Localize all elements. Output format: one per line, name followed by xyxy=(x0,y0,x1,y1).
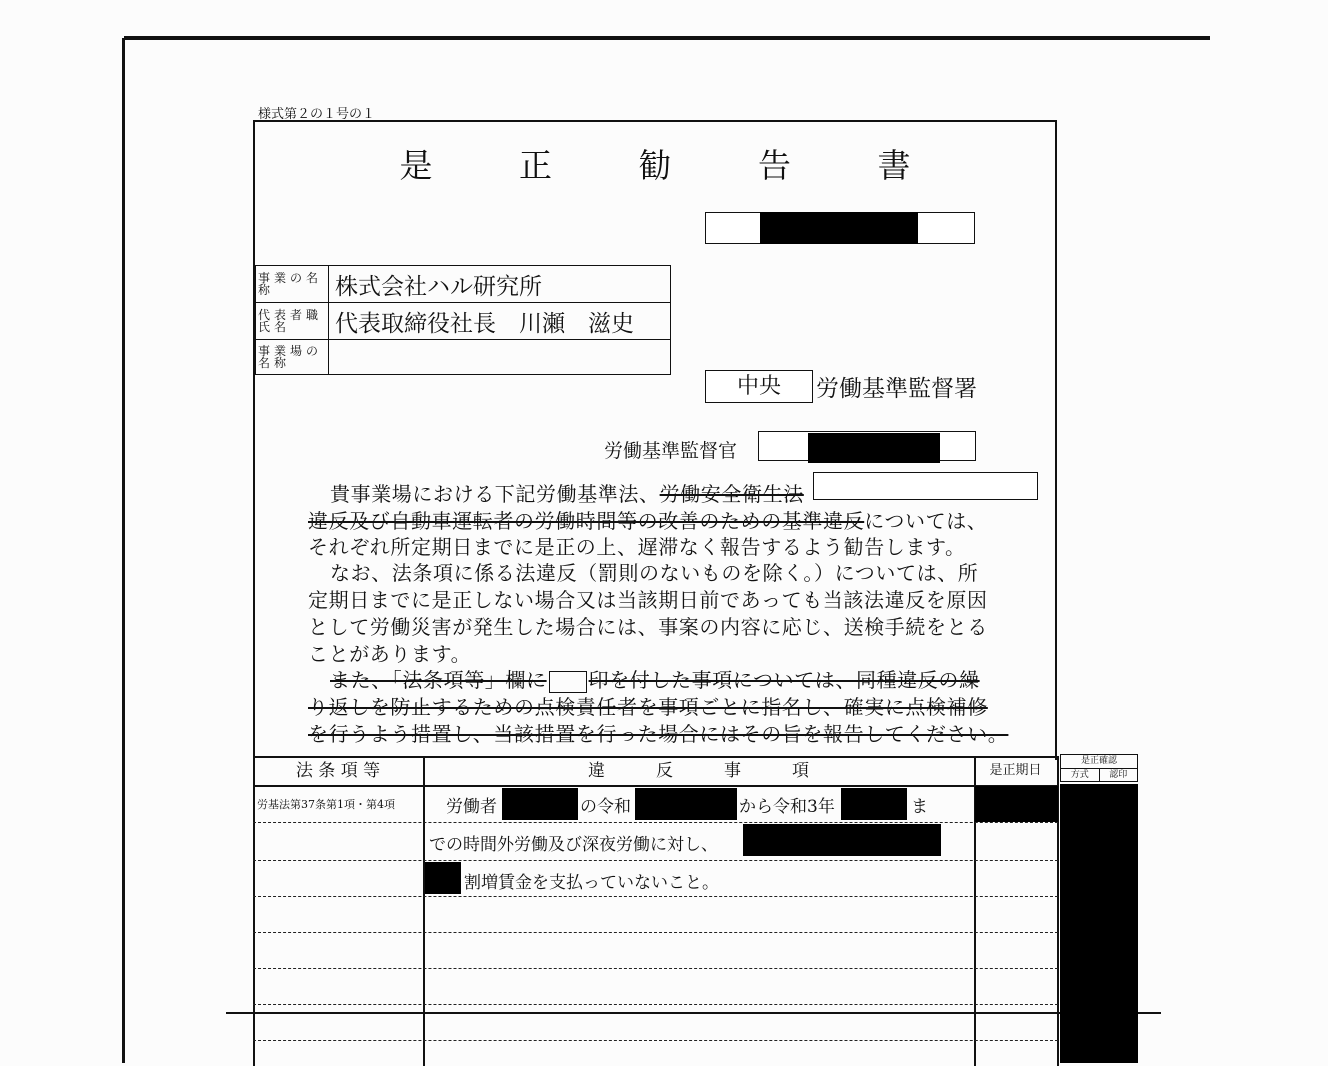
body-line-4: なお、法条項に係る法違反（罰則のないものを除く。）については、所 xyxy=(330,561,979,585)
redaction xyxy=(808,433,940,463)
body-text-segment: については、 xyxy=(864,509,988,533)
struck-text: 印を付した事項については、同種違反の繰 xyxy=(588,668,980,692)
correction-confirm-header xyxy=(1060,754,1138,782)
table-row-line xyxy=(253,932,1058,933)
column-header-violation: 違 反 事 項 xyxy=(588,761,809,781)
representative-value: 代表取締役社長 川瀬 滋史 xyxy=(329,303,671,340)
top-border-line xyxy=(124,36,1210,40)
checkbox-mark xyxy=(549,671,587,693)
struck-text: 違反及び自動車運転者の労働時間等の改善のための基準違反 xyxy=(308,509,865,533)
redaction xyxy=(502,788,578,820)
row1-text-c: から令和3年 xyxy=(739,797,835,817)
redaction xyxy=(635,788,737,820)
redaction xyxy=(1060,784,1138,1063)
office-region-box: 中央 xyxy=(705,370,813,403)
table-row-line xyxy=(253,1004,1058,1005)
row2-text: での時間外労働及び深夜労働に対し、 xyxy=(429,835,718,855)
left-border-line xyxy=(122,38,125,1063)
body-line-3: それぞれ所定期日までに是正の上、遅滞なく報告するよう勧告します。 xyxy=(308,535,966,559)
site-name-label: 事業場の名称 xyxy=(256,340,329,375)
representative-label: 代表者職氏名 xyxy=(256,303,329,340)
struck-text: 労働安全衛生法 xyxy=(659,482,804,506)
inspector-label: 労働基準監督官 xyxy=(604,440,738,462)
business-info-table xyxy=(255,265,671,375)
office-name: 労働基準監督署 xyxy=(816,376,977,402)
row1-text-d: ま xyxy=(911,797,928,817)
redaction xyxy=(760,212,918,244)
body-line-8 xyxy=(330,664,980,693)
table-row-line xyxy=(253,896,1058,897)
redaction xyxy=(975,786,1058,822)
violation-table xyxy=(253,756,1058,1066)
table-left-line xyxy=(253,756,255,1066)
body-line-10: を行うよう措置し、当該措置を行った場合にはその旨を報告してください。 xyxy=(308,722,1009,746)
seal-label: 認印 xyxy=(1109,770,1128,780)
correction-confirm-subheaders xyxy=(1061,769,1137,782)
table-row-line xyxy=(253,822,1058,823)
body-text-segment: 貴事業場における下記労働基準法、 xyxy=(330,482,660,506)
business-name-label: 事業の名称 xyxy=(256,266,329,303)
row1-text-a: 労働者 xyxy=(446,797,497,817)
struck-text: また、「法条項等」欄に xyxy=(330,668,547,692)
row1-law-ref: 労基法第37条第1項・第4項 xyxy=(257,798,395,811)
table-row-line xyxy=(253,1040,1058,1041)
redaction xyxy=(743,824,941,856)
column-header-law: 法 条 項 等 xyxy=(295,761,381,781)
body-line-5: 定期日までに是正しない場合又は当該期日前であっても当該法違反を原因 xyxy=(308,588,988,612)
table-row-line xyxy=(253,968,1058,969)
blank-box xyxy=(813,472,1038,500)
body-line-9: り返しを防止するための点検責任者を事項ごとに指名し、確実に点検補修 xyxy=(308,695,988,719)
header-bottom-line xyxy=(253,785,1058,787)
method-label: 方式 xyxy=(1061,769,1100,782)
column-header-deadline: 是正期日 xyxy=(989,763,1042,778)
body-line-2 xyxy=(308,505,987,534)
row3-text: 割増賃金を支払っていないこと。 xyxy=(464,873,719,893)
table-row-line xyxy=(253,860,1058,861)
site-name-value xyxy=(329,340,671,375)
body-line-1 xyxy=(330,478,804,507)
correction-confirm-title: 是正確認 xyxy=(1061,755,1137,769)
table-divider xyxy=(423,756,425,1066)
form-number: 様式第２の１号の１ xyxy=(258,107,376,122)
body-line-6: として労働災害が発生した場合には、事案の内容に応じ、送検手続をとる xyxy=(308,615,988,639)
business-name-value: 株式会社ハル研究所 xyxy=(329,266,671,303)
redaction xyxy=(841,788,907,820)
document-title: 是 正 勧 告 書 xyxy=(399,146,949,185)
body-line-7: ことがあります。 xyxy=(308,642,472,666)
row1-text-b: の令和 xyxy=(580,797,631,817)
redaction xyxy=(425,862,461,894)
